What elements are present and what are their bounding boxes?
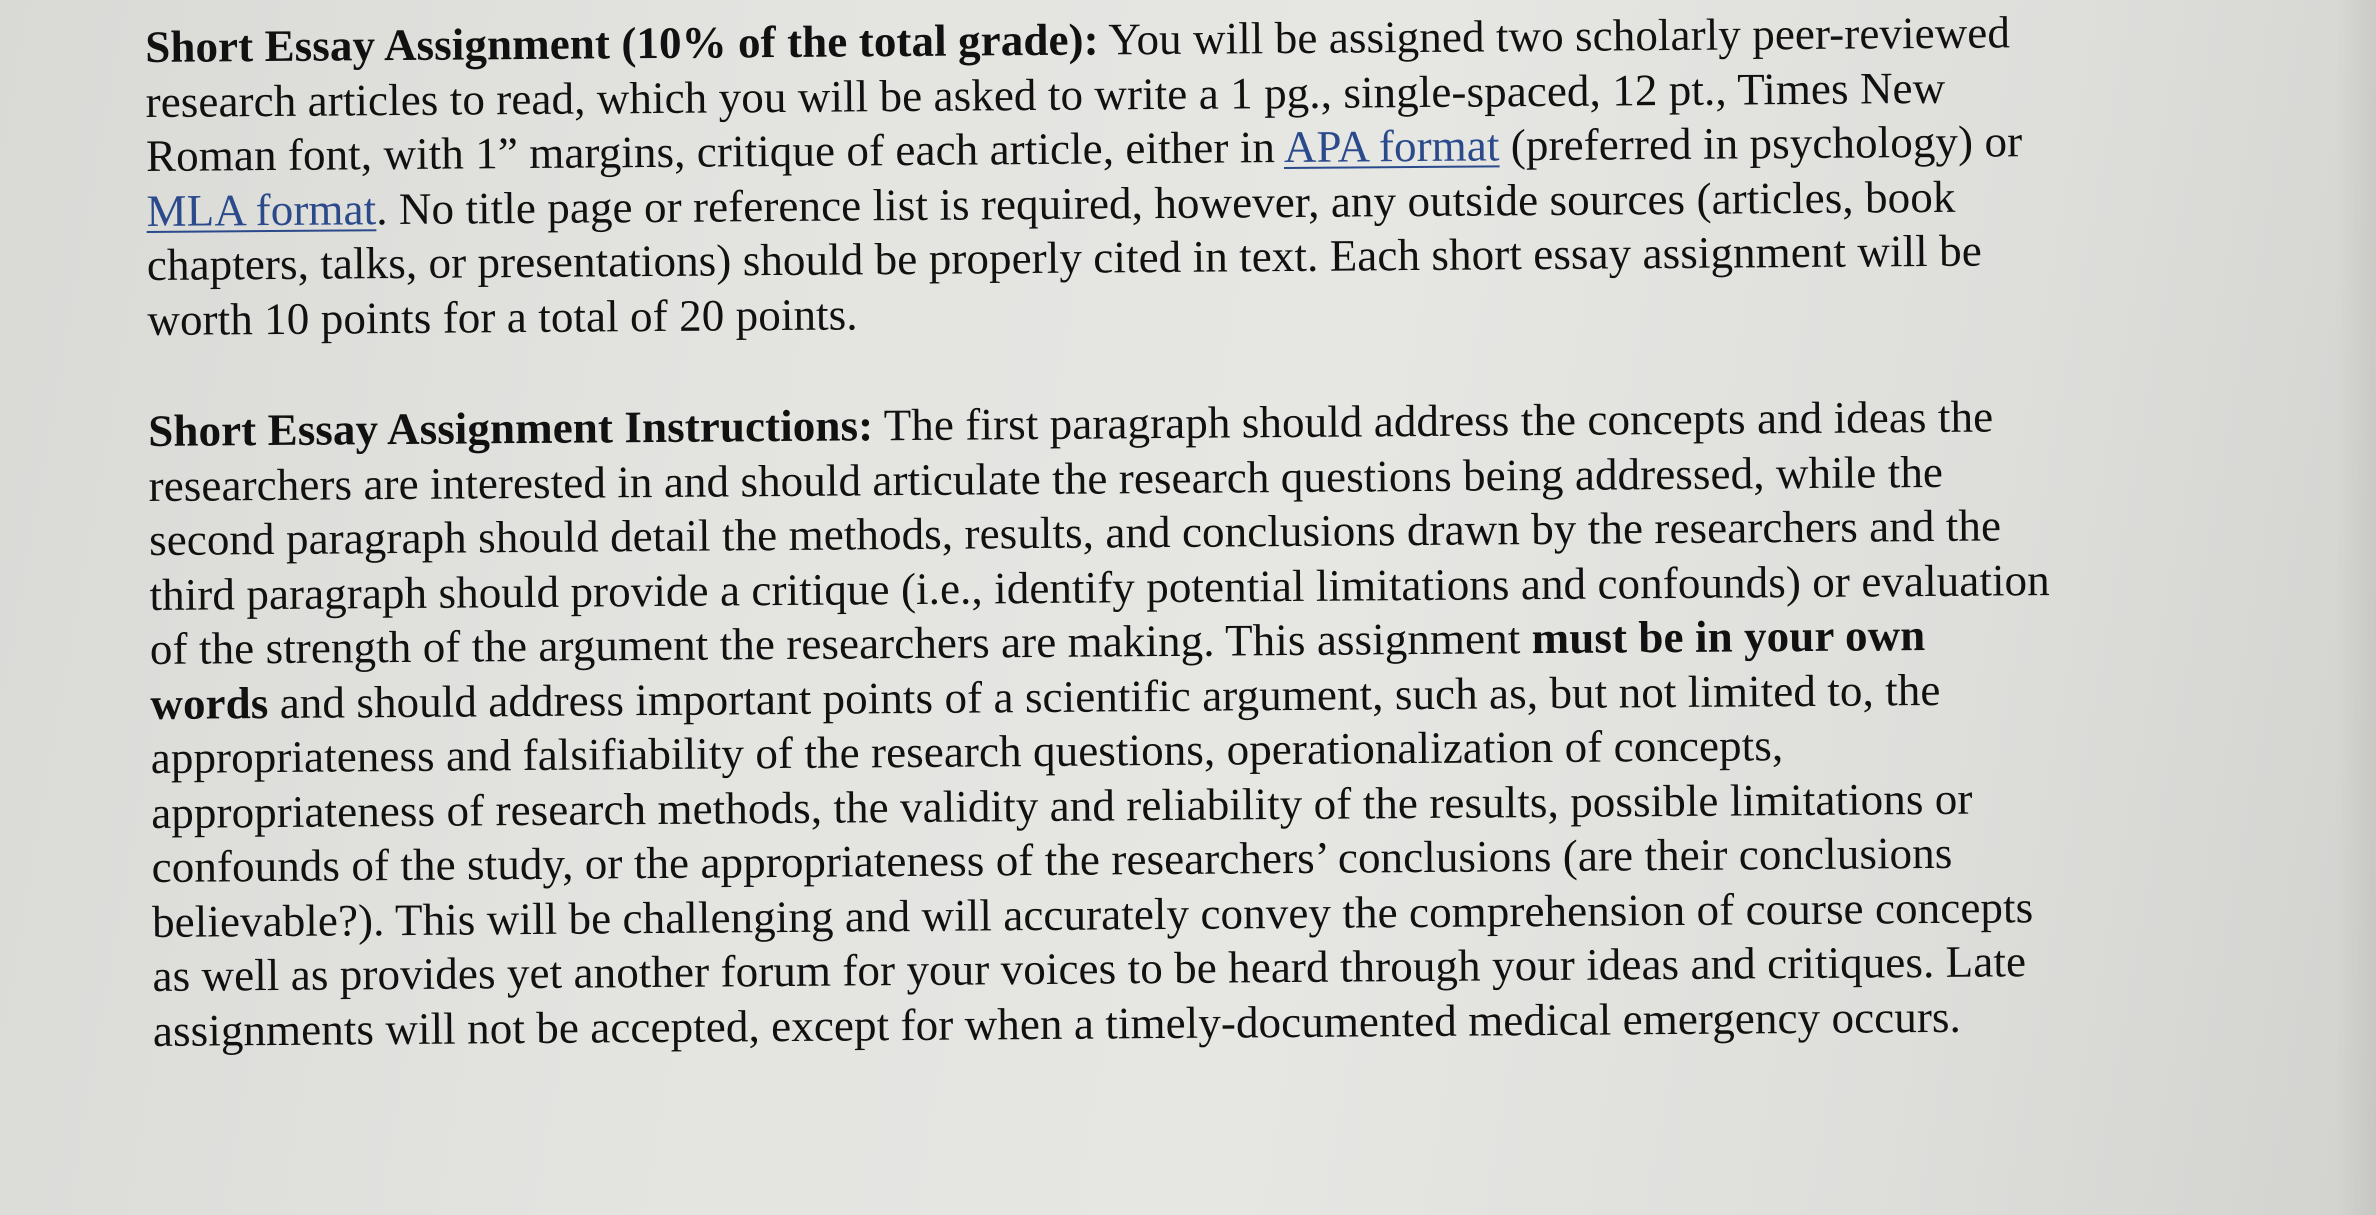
paragraph-line: appropriateness and falsifiability of the research questions, operationalization of concepts, [150, 720, 1784, 783]
short-essay-instructions-paragraph [148, 387, 2293, 1058]
paragraph-line: third paragraph should provide a critique (i.e., identify potential limitations and confounds) or evaluation [149, 554, 2050, 620]
paragraph-line: researchers are interested in and should articulate the research questions being addressed, while the [148, 446, 1944, 511]
emphasis-own-words: must be in your own [1531, 610, 1926, 664]
apa-format-link[interactable]: APA format [1283, 120, 1500, 173]
screen-edge-shade [2336, 0, 2376, 1215]
section-heading-short-essay-assignment: Short Essay Assignment (10% of the total grade): [145, 14, 1099, 72]
emphasis-words: words [150, 677, 269, 729]
paragraph-line: second paragraph should detail the methods, results, and conclusions drawn by the researchers and the [148, 500, 2002, 565]
mla-format-link[interactable]: MLA format [146, 183, 377, 236]
text-run: of the strength of the argument the researchers are making. This assignment [149, 613, 1532, 674]
text-run: Roman font, with 1” margins, critique of each article, either in [145, 122, 1285, 181]
paragraph-line: appropriateness of research methods, the validity and reliability of the results, possible limitations or [151, 773, 1973, 838]
section-heading-instructions: Short Essay Assignment Instructions: [148, 400, 874, 456]
text-run: You will be assigned two scholarly peer-reviewed [1098, 7, 2011, 65]
document-page [145, 3, 2304, 1200]
text-run: . No title page or reference list is required, however, any outside sources (articles, book [376, 171, 1956, 234]
text-run: (preferred in psychology) or [1499, 116, 2023, 171]
paragraph-line: believable?). This will be challenging and will accurately convey the comprehension of course concepts [151, 881, 2034, 947]
text-run: The first paragraph should address the concepts and ideas the [872, 391, 1994, 451]
paragraph-line: confounds of the study, or the appropriateness of the researchers’ conclusions (are their conclusions [151, 827, 1953, 892]
paragraph-line: worth 10 points for a total of 20 points. [147, 288, 858, 345]
paragraph-line: assignments will not be accepted, except for when a timely-documented medical emergency occurs. [152, 991, 1962, 1056]
paragraph-line: as well as provides yet another forum for your voices to be heard through your ideas and critiques. Late [152, 936, 2027, 1001]
text-run: and should address important points of a scientific argument, such as, but not limited to, the [268, 664, 1941, 728]
paragraph-line: research articles to read, which you will be asked to write a 1 pg., single-spaced, 12 pt., Times New [145, 62, 1946, 127]
short-essay-assignment-paragraph [145, 3, 2288, 347]
paragraph-line: chapters, talks, or presentations) should be properly cited in text. Each short essay assignment will be [146, 225, 1983, 290]
